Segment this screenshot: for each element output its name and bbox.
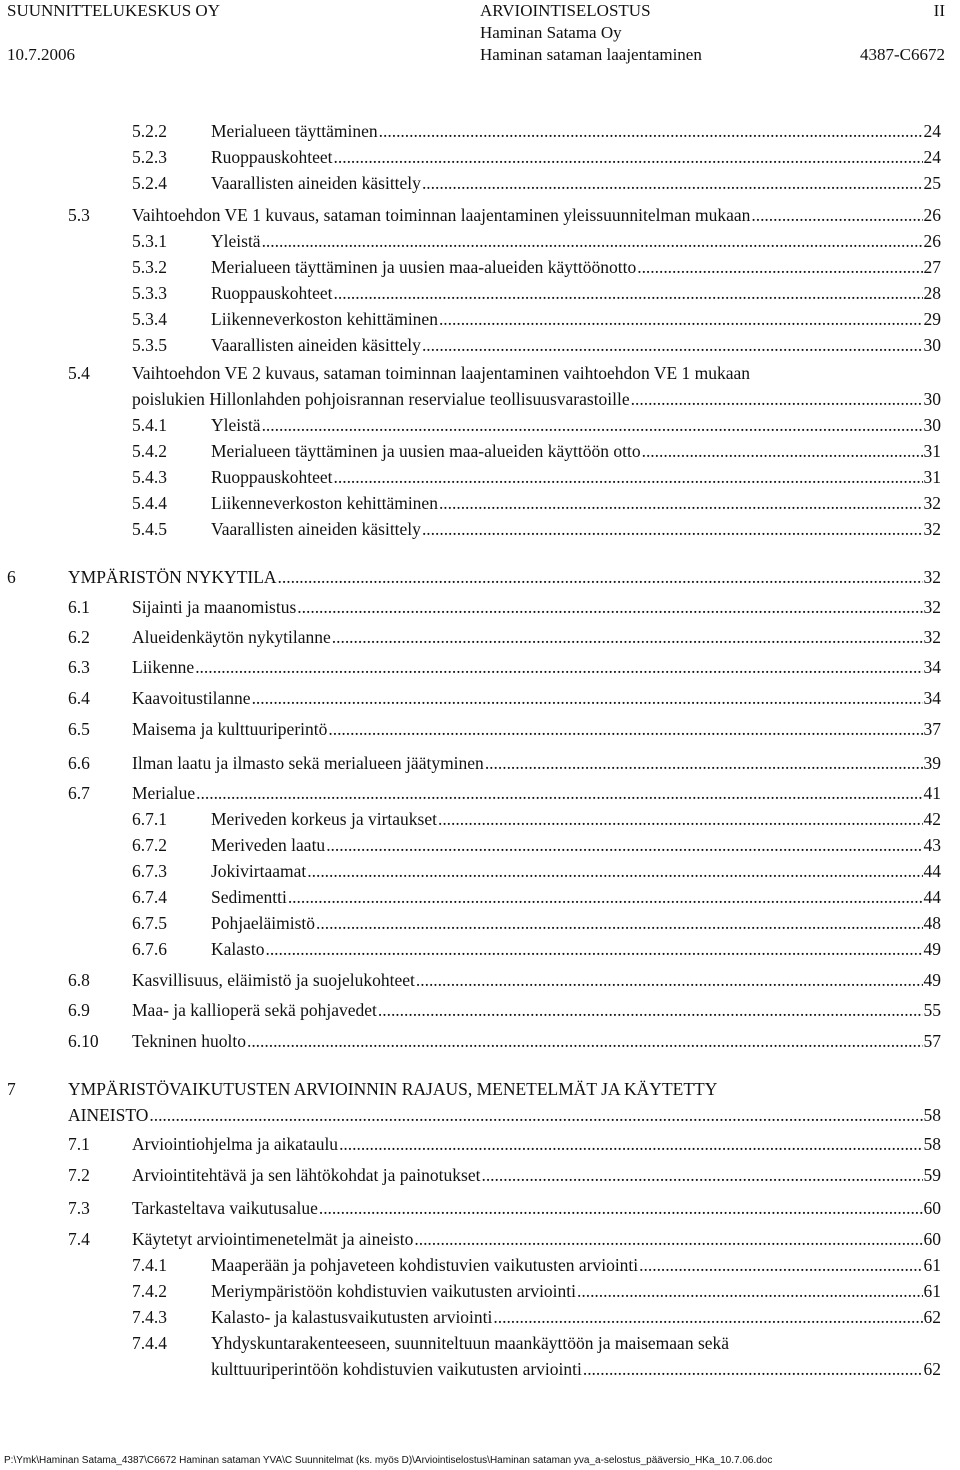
toc-entry-title: Ruoppauskohteet [211,467,333,487]
toc-entry-number: 7.4.2 [132,1281,167,1301]
toc-entry-page: 27 [923,257,941,277]
toc-leader-dots [481,1164,922,1186]
toc-entry-page: 58 [923,1134,941,1154]
toc-entry-title: Vaihtoehdon VE 1 kuvaus, sataman toiminnan laajentaminen yleissuunnitelman mukaan [132,205,751,225]
toc-leader-dots [149,1104,922,1126]
toc-leader-dots [328,718,922,740]
toc-leader-dots [751,204,922,226]
toc-entry-title: Alueidenkäytön nykytilanne [132,627,331,647]
toc-entry-page: 30 [923,415,941,435]
toc-entry [0,566,960,588]
toc-leader-dots [297,596,922,618]
toc-entry-title: Vaarallisten aineiden käsittely [211,519,421,539]
toc-entry [0,120,960,142]
toc-leader-dots [262,414,923,436]
toc-entry-title: Ilman laatu ja ilmasto sekä merialueen jäätyminen [132,753,484,773]
toc-entry-number: 6.8 [68,970,90,990]
toc-entry-number: 7.4.3 [132,1307,167,1327]
toc-entry-title: Yhdyskuntarakenteeseen, suunniteltuun maankäyttöön ja maisemaan sekä [211,1333,730,1353]
toc-leader-dots [195,656,922,678]
toc-entry-title: Kaavoitustilanne [132,688,251,708]
toc-entry-title: kulttuuriperintöön kohdistuvien vaikutusten arviointi [211,1359,582,1379]
toc-entry-page: 48 [923,913,941,933]
toc-leader-dots [493,1306,922,1328]
toc-entry-title: Arviointitehtävä ja sen lähtökohdat ja painotukset [132,1165,481,1185]
toc-entry [0,334,960,356]
toc-entry-number: 6.6 [68,753,90,773]
toc-leader-dots [642,440,923,462]
toc-entry [0,886,960,908]
toc-entry-page: 62 [923,1307,941,1327]
toc-entry [0,1280,960,1302]
toc-entry [0,834,960,856]
toc-entry-page: 26 [923,231,941,251]
toc-entry-title: Liikenne [132,657,195,677]
toc-entry-number: 5.2.3 [132,147,167,167]
toc-leader-dots [334,466,923,488]
toc-entry [0,1078,960,1100]
toc-entry-page: 41 [923,783,941,803]
toc-leader-dots [319,1197,923,1219]
toc-entry-title: poislukien Hillonlahden pohjoisrannan reservialue teollisuusvarastoille [132,389,630,409]
toc-entry [0,656,960,678]
toc-entry-number: 5.4.3 [132,467,167,487]
toc-entry [0,938,960,960]
toc-leader-dots [438,808,923,830]
toc-entry-page: 44 [923,887,941,907]
toc-leader-dots [334,146,923,168]
toc-entry-title: Kalasto- ja kalastusvaikutusten arviointi [211,1307,493,1327]
toc-entry-page: 28 [923,283,941,303]
toc-entry-title: Yleistä [211,231,261,251]
toc-leader-dots [262,230,923,252]
toc-leader-dots [414,1228,922,1250]
toc-entry-page: 37 [923,719,941,739]
toc-entry [0,204,960,226]
toc-entry-title: Maa- ja kallioperä sekä pohjavedet [132,1000,377,1020]
toc-leader-dots [326,834,922,856]
header-project: Haminan sataman laajentaminen [480,45,702,64]
toc-leader-dots [196,782,922,804]
footer-file-path: P:\Ymk\Haminan Satama_4387\C6672 Haminan sataman YVA\C Suunnitelmat (ks. myös D)\Arviointiselostus\Haminan sataman yva_a-selostus_pääversio_HKa_10.7.06.doc [4,1455,773,1466]
toc-entry-title: Ruoppauskohteet [211,147,333,167]
toc-entry-page: 34 [923,688,941,708]
toc-entry-title: Meriveden laatu [211,835,326,855]
toc-leader-dots [637,256,922,278]
toc-leader-dots [422,334,923,356]
toc-leader-dots [307,860,922,882]
toc-entry [0,1164,960,1186]
toc-entry-page: 61 [923,1255,941,1275]
toc-entry-title: YMPÄRISTÖVAIKUTUSTEN ARVIOINNIN RAJAUS, MENETELMÄT JA KÄYTETTY [68,1079,718,1099]
header-project-code: 4387-C6672 [860,45,945,64]
toc-entry-number: 6.7.6 [132,939,167,959]
toc-entry-page: 43 [923,835,941,855]
toc-entry-number: 6.7.4 [132,887,167,907]
header-org: SUUNNITTELUKESKUS OY [7,1,220,20]
toc-entry-page: 49 [923,970,941,990]
toc-entry-title: Sedimentti [211,887,287,907]
toc-entry [0,362,960,384]
toc-entry-number: 7.3 [68,1198,90,1218]
toc-entry-title: Pohjaeläimistö [211,913,316,933]
toc-entry-title: Arviointiohjelma ja aikataulu [132,1134,339,1154]
toc-entry-number: 6.5 [68,719,90,739]
toc-leader-dots [631,388,923,410]
toc-entry-page: 58 [923,1105,941,1125]
toc-entry-number: 6.10 [68,1031,99,1051]
toc-entry-title: Liikenneverkoston kehittäminen [211,493,438,513]
toc-entry-number: 5.3 [68,205,90,225]
toc-leader-dots [252,687,923,709]
toc-entry [0,1358,960,1380]
toc-entry-number: 5.2.4 [132,173,167,193]
toc-entry-title: Merialueen täyttäminen [211,121,378,141]
toc-entry [0,808,960,830]
toc-entry-page: 49 [923,939,941,959]
toc-entry-page: 29 [923,309,941,329]
toc-entry [0,718,960,740]
toc-entry [0,440,960,462]
toc-entry [0,388,960,410]
toc-leader-dots [439,492,923,514]
toc-entry [0,146,960,168]
toc-entry-page: 42 [923,809,941,829]
toc-entry-number: 6.9 [68,1000,90,1020]
toc-entry-number: 6.7.1 [132,809,167,829]
toc-entry-page: 32 [923,493,941,513]
toc-entry-number: 7.4.4 [132,1333,167,1353]
toc-leader-dots [247,1030,923,1052]
toc-entry-page: 60 [923,1229,941,1249]
toc-entry [0,492,960,514]
toc-leader-dots [278,566,923,588]
toc-entry-page: 32 [923,627,941,647]
toc-entry [0,282,960,304]
header-doc-type: ARVIOINTISELOSTUS [480,1,651,20]
header-date: 10.7.2006 [7,45,75,64]
toc-entry-page: 44 [923,861,941,881]
toc-entry-title: Kalasto [211,939,265,959]
toc-entry-page: 24 [923,121,941,141]
toc-entry [0,752,960,774]
toc-entry [0,256,960,278]
toc-entry-number: 6.3 [68,657,90,677]
toc-entry-number: 5.3.4 [132,309,167,329]
toc-entry-title: Maaperään ja pohjaveteen kohdistuvien vaikutusten arviointi [211,1255,639,1275]
toc-entry [0,1306,960,1328]
toc-entry-number: 5.4.5 [132,519,167,539]
toc-entry [0,687,960,709]
toc-entry-title: Meriympäristöön kohdistuvien vaikutusten arviointi [211,1281,577,1301]
toc-entry [0,1197,960,1219]
toc-entry-page: 31 [923,467,941,487]
toc-leader-dots [316,912,922,934]
toc-entry-number: 5.4 [68,363,90,383]
toc-entry-number: 7.4.1 [132,1255,167,1275]
toc-entry-number: 5.4.4 [132,493,167,513]
toc-entry [0,999,960,1021]
toc-entry-title: Vaarallisten aineiden käsittely [211,173,421,193]
toc-entry-title: Vaihtoehdon VE 2 kuvaus, sataman toiminnan laajentaminen vaihtoehdon VE 1 mukaan [132,363,751,383]
toc-entry-title: Merialueen täyttäminen ja uusien maa-alueiden käyttöönotto [211,257,637,277]
toc-entry [0,1104,960,1126]
toc-leader-dots [577,1280,922,1302]
toc-entry-number: 6.1 [68,597,90,617]
toc-entry [0,860,960,882]
toc-leader-dots [422,172,923,194]
toc-leader-dots [265,938,922,960]
toc-entry-page: 32 [923,567,941,587]
toc-entry [0,912,960,934]
toc-entry [0,518,960,540]
toc-entry-number: 5.2.2 [132,121,167,141]
toc-entry-page: 32 [923,519,941,539]
toc-entry-number: 7.4 [68,1229,90,1249]
toc-entry-number: 5.3.5 [132,335,167,355]
toc-entry-title: Sijainti ja maanomistus [132,597,297,617]
toc-leader-dots [485,752,923,774]
toc-leader-dots [639,1254,922,1276]
toc-entry [0,596,960,618]
toc-entry-page: 55 [923,1000,941,1020]
toc-entry-title: Meriveden korkeus ja virtaukset [211,809,437,829]
toc-entry [0,1228,960,1250]
toc-entry [0,308,960,330]
toc-entry-title: Kasvillisuus, eläimistö ja suojelukohteet [132,970,415,990]
toc-entry [0,1332,960,1354]
toc-entry-title: AINEISTO [68,1105,149,1125]
toc-entry [0,172,960,194]
toc-entry-number: 6.7.2 [132,835,167,855]
toc-leader-dots [583,1358,923,1380]
toc-entry-page: 25 [923,173,941,193]
toc-entry-number: 6.2 [68,627,90,647]
toc-leader-dots [379,120,923,142]
toc-entry-number: 6.7 [68,783,90,803]
toc-entry-page: 60 [923,1198,941,1218]
toc-entry-page: 30 [923,335,941,355]
toc-leader-dots [416,969,923,991]
toc-entry-number: 5.3.2 [132,257,167,277]
toc-leader-dots [422,518,923,540]
toc-leader-dots [332,626,923,648]
header-client: Haminan Satama Oy [480,23,622,42]
toc-entry-page: 59 [923,1165,941,1185]
toc-entry-number: 5.3.3 [132,283,167,303]
toc-entry-number: 6 [7,567,16,587]
toc-entry-title: Tekninen huolto [132,1031,246,1051]
toc-leader-dots [334,282,923,304]
header-section: II [933,1,945,20]
toc-entry-number: 6.7.5 [132,913,167,933]
toc-entry-number: 6.7.3 [132,861,167,881]
toc-leader-dots [439,308,923,330]
toc-entry-title: Käytetyt arviointimenetelmät ja aineisto [132,1229,414,1249]
toc-entry-title: Maisema ja kulttuuriperintö [132,719,328,739]
toc-entry-title: Yleistä [211,415,261,435]
toc-entry-number: 5.4.2 [132,441,167,461]
toc-entry-page: 62 [923,1359,941,1379]
toc-entry [0,1133,960,1155]
toc-entry-title: Liikenneverkoston kehittäminen [211,309,438,329]
toc-entry-page: 57 [923,1031,941,1051]
toc-entry [0,1030,960,1052]
toc-entry-page: 26 [923,205,941,225]
toc-entry-number: 5.3.1 [132,231,167,251]
toc-entry-page: 34 [923,657,941,677]
toc-entry-number: 5.4.1 [132,415,167,435]
toc-leader-dots [339,1133,922,1155]
toc-leader-dots [378,999,923,1021]
toc-entry-page: 30 [923,389,941,409]
toc-entry-title: Ruoppauskohteet [211,283,333,303]
toc-entry-title: Vaarallisten aineiden käsittely [211,335,421,355]
toc-entry [0,466,960,488]
toc-entry [0,626,960,648]
toc-entry-page: 61 [923,1281,941,1301]
toc-entry-page: 32 [923,597,941,617]
toc-entry-number: 7.2 [68,1165,90,1185]
toc-entry-number: 7 [7,1079,16,1099]
toc-entry-number: 6.4 [68,688,90,708]
toc-entry [0,782,960,804]
toc-entry [0,414,960,436]
toc-entry-page: 39 [923,753,941,773]
toc-entry [0,230,960,252]
toc-entry-title: YMPÄRISTÖN NYKYTILA [68,567,277,587]
toc-entry-page: 24 [923,147,941,167]
toc-entry-title: Tarkasteltava vaikutusalue [132,1198,318,1218]
toc-leader-dots [288,886,923,908]
toc-entry [0,969,960,991]
toc-entry-title: Jokivirtaamat [211,861,307,881]
toc-entry [0,1254,960,1276]
toc-entry-title: Merialue [132,783,196,803]
toc-entry-title: Merialueen täyttäminen ja uusien maa-alueiden käyttöön otto [211,441,641,461]
toc-entry-number: 7.1 [68,1134,90,1154]
toc-entry-page: 31 [923,441,941,461]
